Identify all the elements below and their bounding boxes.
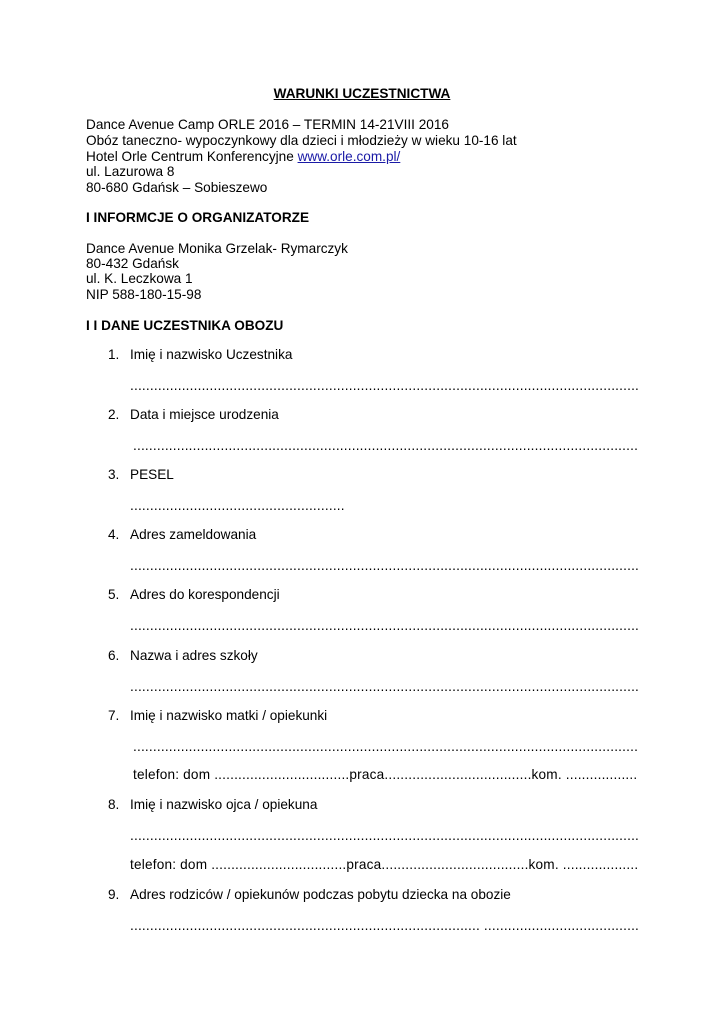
hotel-website-link[interactable]: www.orle.com.pl/ <box>297 149 401 164</box>
birth-date-place-label: Data i miejsce urodzenia <box>130 407 279 422</box>
registered-address-field[interactable]: ................................................................................................................................ <box>130 558 640 573</box>
document-title: WARUNKI UCZESTNICTWA <box>273 86 451 101</box>
pesel-label: PESEL <box>130 467 174 482</box>
mother-name-label: Imię i nazwisko matki / opiekunki <box>130 708 328 723</box>
organizer-postcode: 80-432 Gdańsk <box>86 256 179 271</box>
father-name-label: Imię i nazwisko ojca / opiekuna <box>130 797 318 812</box>
item-number: 2. <box>108 407 120 422</box>
organizer-name: Dance Avenue Monika Grzelak- Rymarczyk <box>86 241 348 256</box>
organizer-street: ul. K. Leczkowa 1 <box>86 271 193 286</box>
section-organizer-heading: I INFORMCJE O ORGANIZATORZE <box>86 210 310 225</box>
camp-hotel-line <box>86 149 400 165</box>
school-field[interactable]: ................................................................................................................................ <box>130 679 640 694</box>
organizer-nip: NIP 588-180-15-98 <box>86 287 202 302</box>
participant-name-label: Imię i nazwisko Uczestnika <box>130 347 293 362</box>
item-number: 7. <box>108 708 120 723</box>
item-number: 9. <box>108 887 120 902</box>
item-number: 8. <box>108 797 120 812</box>
correspondence-address-label: Adres do korespondencji <box>130 587 280 602</box>
school-label: Nazwa i adres szkoły <box>130 648 258 663</box>
camp-hotel-text: Hotel Orle Centrum Konferencyjne <box>86 149 298 164</box>
item-number: 4. <box>108 527 120 542</box>
pesel-field[interactable]: ...................................................... <box>130 498 345 513</box>
section-participant-heading: I I DANE UCZESTNIKA OBOZU <box>86 318 284 333</box>
camp-name-line: Dance Avenue Camp ORLE 2016 – TERMIN 14-21VIII 2016 <box>86 117 449 132</box>
registered-address-label: Adres zameldowania <box>130 527 257 542</box>
birth-date-place-field[interactable]: ............................................................................................................................... <box>133 438 639 453</box>
camp-street-line: ul. Lazurowa 8 <box>86 164 175 179</box>
correspondence-address-field[interactable]: ................................................................................................................................ <box>130 618 640 633</box>
father-phone-field[interactable]: telefon: dom ..................................praca.....................................kom. ................... <box>130 857 639 872</box>
participant-name-field[interactable]: ................................................................................................................................ <box>130 378 640 393</box>
mother-phone-field[interactable]: telefon: dom ..................................praca.....................................kom. .................. <box>133 767 638 782</box>
item-number: 5. <box>108 587 120 602</box>
item-number: 1. <box>108 347 120 362</box>
camp-city-line: 80-680 Gdańsk – Sobieszewo <box>86 180 268 195</box>
parents-address-field[interactable]: ........................................................................................ ....................................... <box>130 918 640 933</box>
mother-name-field[interactable]: ............................................................................................................................... <box>133 739 639 754</box>
item-number: 3. <box>108 467 120 482</box>
camp-description-line: Obóz taneczno- wypoczynkowy dla dzieci i młodzieży w wieku 10-16 lat <box>86 133 517 148</box>
item-number: 6. <box>108 648 120 663</box>
parents-address-label: Adres rodziców / opiekunów podczas pobytu dziecka na obozie <box>130 887 511 902</box>
father-name-field[interactable]: ................................................................................................................................ <box>130 828 640 843</box>
